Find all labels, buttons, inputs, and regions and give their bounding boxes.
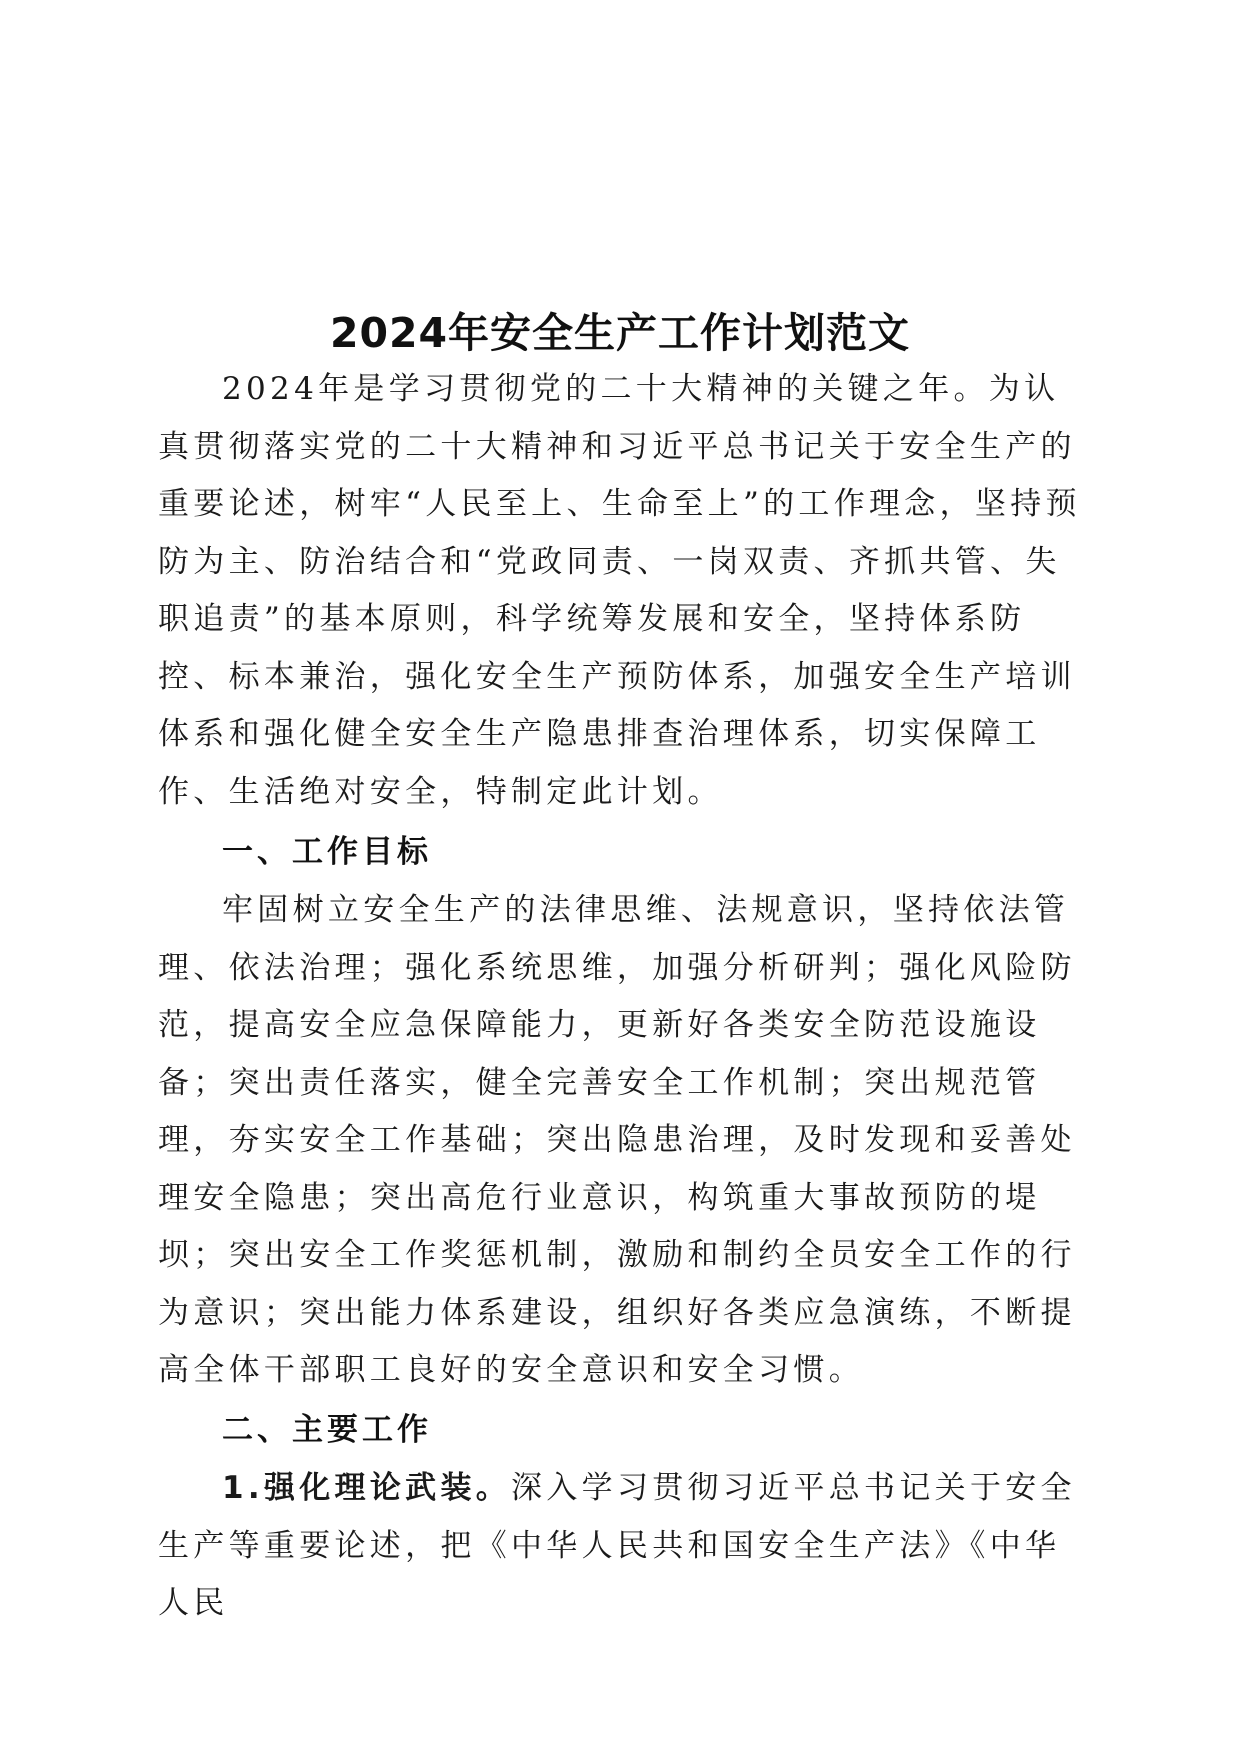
section-heading-main-work: 二、主要工作 [222, 1412, 432, 1448]
intro-paragraph: 2024年是学习贯彻党的二十大精神的关键之年。为认真贯彻落实党的二十大精神和习近平总书记关于安全生产的重要论述，树牢“人民至上、生命至上”的工作理念，坚持预防为主、防治结合和“党政同责、一岗双责、齐抓共管、失职追责”的基本原则，科学统筹发展和安全，坚持体系防控、标本兼治，强化安全生产预防体系，加强安全生产培训体系和强化健全安全生产隐患排查治理体系，切实保障工作、生活绝对安全，特制定此计划。 [158, 371, 1081, 810]
item-1-body: 深入学习贯彻习近平总书记关于安全生产等重要论述，把《中华人民共和国安全生产法》《中华人民 [158, 1470, 1076, 1621]
work-goals-paragraph: 牢固树立安全生产的法律思维、法规意识，坚持依法管理、依法治理；强化系统思维，加强分析研判；强化风险防范，提高安全应急保障能力，更新好各类安全防范设施设备；突出责任落实，健全完善安全工作机制；突出规范管理，夯实安全工作基础；突出隐患治理，及时发现和妥善处理安全隐患；突出高危行业意识，构筑重大事故预防的堤坝；突出安全工作奖惩机制，激励和制约全员安全工作的行为意识；突出能力体系建设，组织好各类应急演练，不断提高全体干部职工良好的安全意识和安全习惯。 [158, 892, 1076, 1388]
item-1-lead: 1.强化理论武装。 [222, 1470, 512, 1506]
main-work-item-1 [158, 1460, 1082, 1633]
document-title: 2024年安全生产工作计划范文 [329, 309, 911, 358]
section-heading-work-goals: 一、工作目标 [222, 834, 432, 870]
